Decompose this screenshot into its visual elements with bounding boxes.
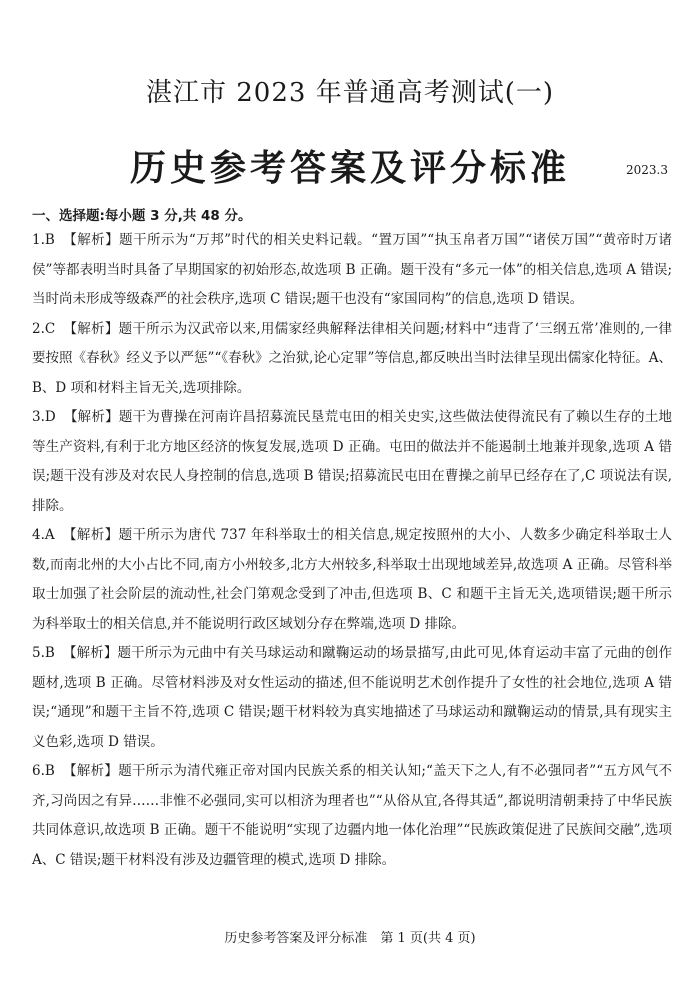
answer-text: 题干所示为唐代 737 年科举取士的相关信息,规定按照州的大小、人数多少确定科举取士人数,而南北州的大小占比不同,南方小州较多,北方大州较多,科举取士出现地域差异,故选项 A 正确。尽管科举取士加强了社会阶层的流动性,社会门第观念受到了冲击,但选项 B、C 和题干主旨无关,选项错误;题干所示为科举取士的相关信息,并不能说明行政区域划分存在弊端,选项 D 排除。 bbox=[32, 527, 673, 632]
answer-text: 题干所示为元曲中有关马球运动和蹴鞠运动的场景描写,由此可见,体育运动丰富了元曲的创作题材,选项 B 正确。尽管材料涉及对女性运动的描述,但不能说明艺术创作提升了女性的社会地位,选项 A 错误;“通现”和题干主旨不符,选项 C 错误;题干材料较为真实地描述了马球运动和蹴鞠运动的情景,具有现实主义色彩,选项 D 错误。 bbox=[32, 645, 672, 750]
answer-item bbox=[32, 639, 672, 757]
answer-number: 1.B bbox=[32, 232, 55, 248]
answer-item bbox=[32, 521, 672, 639]
page-footer: 历史参考答案及评分标准 第 1 页(共 4 页) bbox=[224, 931, 476, 946]
answer-item bbox=[32, 226, 672, 315]
answer-number: 3.D bbox=[32, 409, 56, 425]
analysis-tag: 【解析】 bbox=[63, 409, 119, 425]
analysis-tag: 【解析】 bbox=[62, 527, 119, 543]
analysis-tag: 【解析】 bbox=[62, 763, 119, 779]
document-title: 历史参考答案及评分标准 bbox=[129, 148, 570, 189]
answer-item bbox=[32, 403, 672, 521]
answer-list bbox=[32, 226, 672, 875]
analysis-tag: 【解析】 bbox=[62, 645, 118, 661]
answer-text: 题干所示为“万邦”时代的相关史料记载。“置万国”“执玉帛者万国”“诸侯万国”“黄帝时万诸侯”等都表明当时具备了早期国家的初始形态,故选项 B 正确。题干没有“多元一体”的相关信息,选项 A 错误;当时尚未形成等级森严的社会秩序,选项 C 错误;题干也没有“家国同构”的信息,选项 D 错误。 bbox=[32, 232, 673, 307]
answer-number: 2.C bbox=[32, 320, 56, 337]
answer-item bbox=[32, 757, 672, 875]
answer-number: 5.B bbox=[32, 645, 55, 661]
answer-text: 题干所示为汉武帝以来,用儒家经典解释法律相关问题;材料中“违背了‘三纲五常’准则的,一律要按照《春秋》经义予以严惩”“《春秋》之治狱,论心定罪”等信息,都反映出当时法律呈现出儒家化特征。A、B、D 项和材料主旨无关,选项排除。 bbox=[32, 320, 672, 396]
answer-number: 4.A bbox=[32, 527, 55, 543]
analysis-tag: 【解析】 bbox=[62, 232, 120, 248]
answer-text: 题干为曹操在河南许昌招募流民垦荒屯田的相关史实,这些做法使得流民有了赖以生存的土地等生产资料,有利于北方地区经济的恢复发展,选项 D 正确。屯田的做法并不能遏制土地兼并现象,选项 A 错误;题干没有涉及对农民人身控制的信息,选项 B 错误;招募流民屯田在曹操之前早已经存在了,C 项说法有误,排除。 bbox=[32, 409, 672, 514]
answer-number: 6.B bbox=[32, 763, 55, 779]
document-date: 2023.3 bbox=[626, 163, 668, 177]
analysis-tag: 【解析】 bbox=[63, 320, 119, 337]
section-heading: 一、选择题:每小题 3 分,共 48 分。 bbox=[32, 208, 252, 224]
exam-header-title: 湛江市 2023 年普通高考测试(一) bbox=[146, 78, 554, 108]
answer-text: 题干所示为清代雍正帝对国内民族关系的相关认知;“盖天下之人,有不必强同者”“五方风气不齐,习尚因之有异……非惟不必强同,实可以相济为理者也”“从俗从宜,各得其适”,都说明清朝秉持了中华民族共同体意识,故选项 B 正确。题干不能说明“实现了边疆内地一体化治理”“民族政策促进了民族间交融”,选项 A、C 错误;题干材料没有涉及边疆管理的模式,选项 D 排除。 bbox=[32, 763, 672, 868]
answer-item bbox=[32, 315, 672, 404]
